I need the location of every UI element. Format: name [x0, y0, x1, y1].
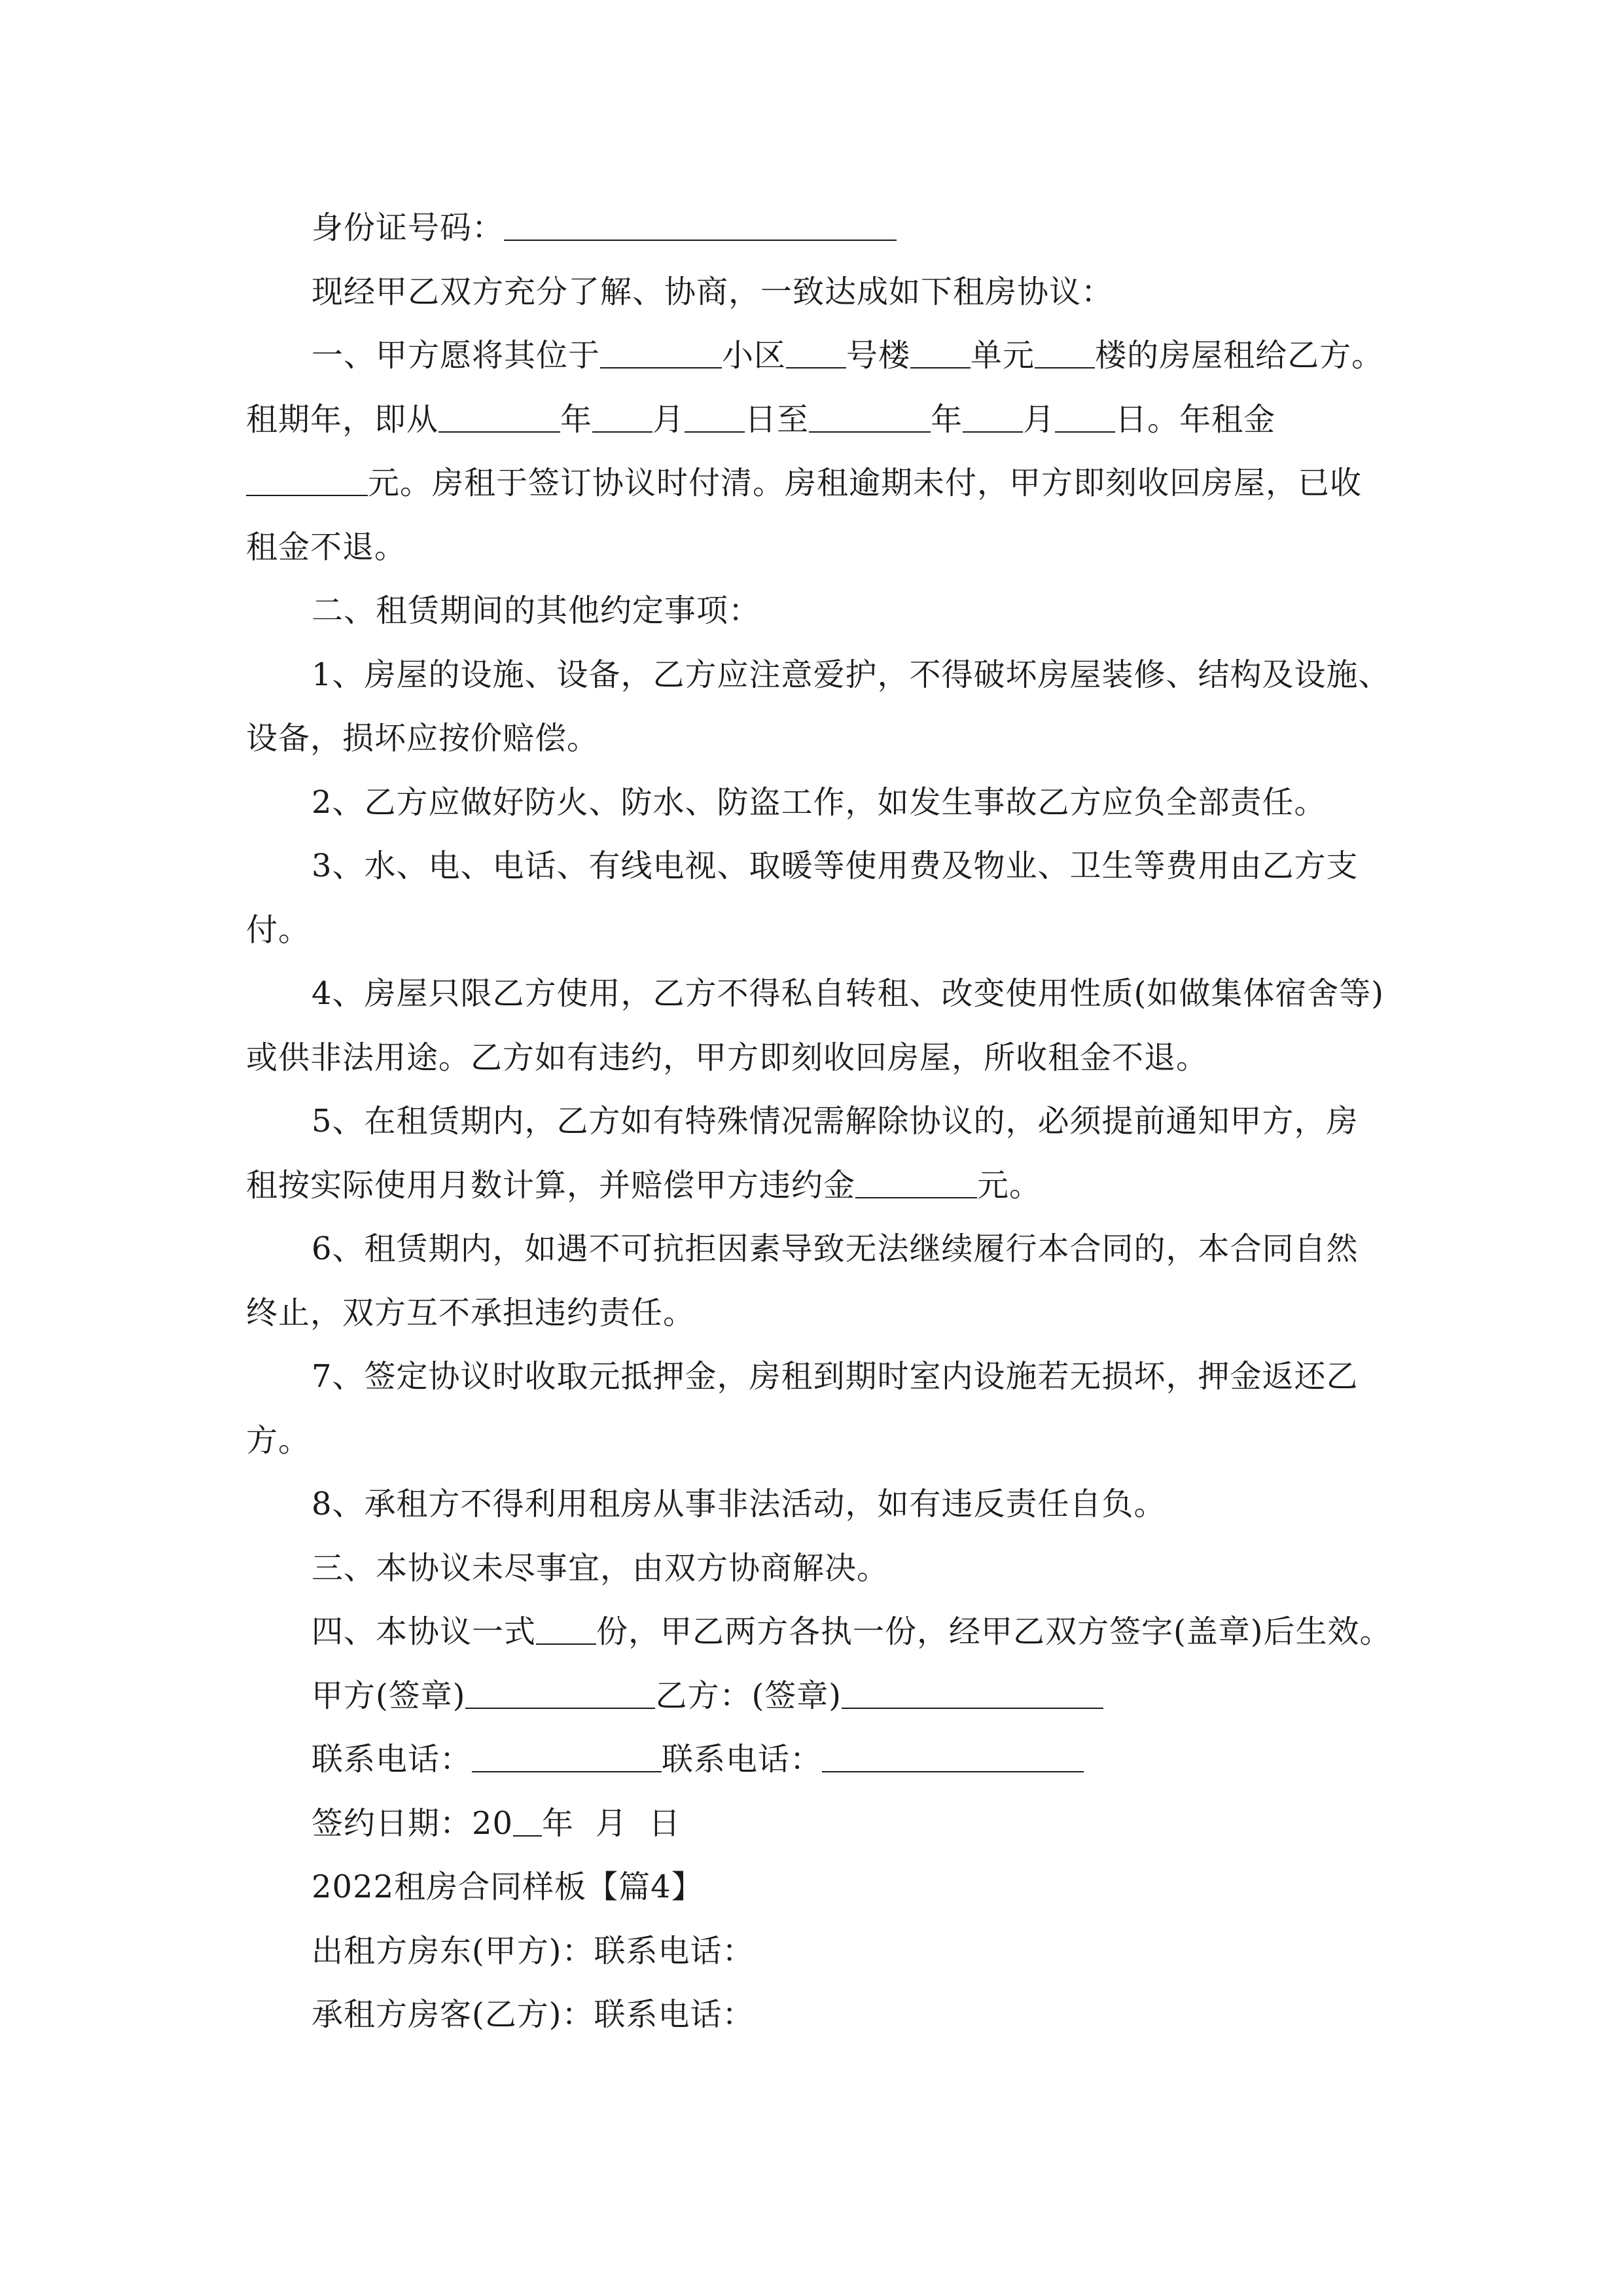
blank	[592, 405, 652, 433]
blank	[786, 341, 846, 368]
text: 6、租赁期内，如遇不可抗拒因素导致无法继续履行本合同的，本合同自然	[312, 1230, 1359, 1267]
section-title	[246, 1856, 1378, 1920]
party-b-signature-blank	[842, 1681, 1103, 1709]
text: 8、承租方不得利用租房从事非法活动，如有违反责任自负。	[312, 1486, 1166, 1522]
party-a-phone-label: 联系电话：	[312, 1741, 473, 1778]
section-title-text: 2022租房合同样板【篇4】	[312, 1869, 704, 1905]
text: 租期年，即从	[246, 401, 439, 438]
item-4-line-1	[246, 962, 1384, 1026]
text: 月	[652, 401, 685, 438]
agreement-intro	[246, 260, 1378, 325]
item-8	[246, 1473, 1378, 1537]
text: 一、甲方愿将其位于	[312, 337, 601, 374]
text: 元。	[977, 1166, 1042, 1204]
text: 3、水、电、电话、有线电视、取暖等使用费及物业、卫生等费用由乙方支	[312, 848, 1359, 884]
party-a-signature-blank	[465, 1681, 655, 1709]
item-3-line-1	[246, 834, 1378, 899]
text: 号楼	[846, 337, 911, 374]
signing-date-label: 签约日期：20	[312, 1804, 514, 1842]
id-number-line	[246, 196, 1378, 260]
blank	[600, 341, 722, 368]
item-4-line-2	[246, 1026, 1378, 1090]
text: 小区	[722, 337, 787, 374]
item-1-line-1	[246, 643, 1391, 708]
party-a-phone-blank	[472, 1745, 662, 1772]
item-6-line-2	[246, 1282, 1378, 1346]
item-1-line-2	[246, 707, 1378, 771]
document-body	[246, 196, 1392, 2047]
blank	[1035, 341, 1095, 368]
text: 或供非法用途。乙方如有违约，甲方即刻收回房屋，所收租金不退。	[246, 1039, 1209, 1076]
text: 设备，损坏应按价赔偿。	[246, 720, 599, 757]
id-number-blank	[504, 213, 897, 241]
signature-line	[246, 1664, 1378, 1729]
landlord-line	[246, 1920, 1378, 1984]
item-5-line-1	[246, 1090, 1378, 1154]
text: 2、乙方应做好防火、防水、防盗工作，如发生事故乙方应负全部责任。	[312, 783, 1327, 821]
blank	[685, 405, 745, 433]
phone-line	[246, 1728, 1378, 1792]
text: 日。年租金	[1115, 401, 1276, 438]
signing-date-rest: 年 月 日	[542, 1804, 681, 1842]
party-b-signature-label: 乙方：(签章)	[655, 1677, 842, 1714]
item-5-line-2	[246, 1154, 1378, 1218]
text: 元。房租于签订协议时付清。房租逾期未付，甲方即刻收回房屋，已收	[368, 465, 1363, 501]
blank	[513, 1809, 542, 1837]
text: 年	[931, 401, 963, 438]
text: 份，甲乙两方各执一份，经甲乙双方签字(盖章)后生效。	[596, 1613, 1392, 1650]
item-7-line-1	[246, 1345, 1378, 1409]
id-number-label: 身份证号码：	[312, 209, 505, 246]
item-3-line-2	[246, 899, 1378, 963]
text: 日至	[745, 401, 810, 438]
item-6-line-1	[246, 1217, 1378, 1282]
text: 年	[560, 401, 593, 438]
clause-1-line-3	[246, 452, 1378, 516]
blank	[855, 1171, 977, 1198]
text: 终止，双方互不承担违约责任。	[246, 1294, 696, 1331]
clause-3	[246, 1537, 1378, 1601]
tenant-line	[246, 1983, 1378, 2047]
text: 月	[1023, 401, 1056, 438]
signing-date-line	[246, 1792, 1378, 1856]
text: 1、房屋的设施、设备，乙方应注意爱护，不得破坏房屋装修、结构及设施、	[312, 656, 1391, 693]
blank	[536, 1617, 596, 1645]
text: 四、本协议一式	[312, 1613, 537, 1650]
clause-1-line-1	[246, 324, 1384, 388]
party-b-phone-blank	[822, 1745, 1084, 1772]
text: 5、在租赁期内，乙方如有特殊情况需解除协议的，必须提前通知甲方，房	[312, 1103, 1359, 1139]
blank	[809, 405, 931, 433]
clause-1-line-2	[246, 388, 1378, 452]
agreement-intro-text: 现经甲乙双方充分了解、协商，一致达成如下租房协议：	[312, 273, 1114, 310]
blank	[963, 405, 1023, 433]
text: 出租方房东(甲方)：联系电话：	[312, 1932, 755, 1969]
blank	[246, 469, 368, 496]
text: 租金不退。	[246, 528, 407, 565]
text: 付。	[246, 911, 311, 948]
text: 三、本协议未尽事宜，由双方协商解决。	[312, 1549, 889, 1587]
text: 方。	[246, 1422, 311, 1459]
item-7-line-2	[246, 1409, 1378, 1473]
text: 单元	[971, 337, 1035, 374]
text: 二、租赁期间的其他约定事项：	[312, 592, 761, 629]
party-a-signature-label: 甲方(签章)	[312, 1677, 466, 1714]
text: 租按实际使用月数计算，并赔偿甲方违约金	[246, 1166, 856, 1204]
clause-1-line-4	[246, 516, 1378, 580]
blank	[1055, 405, 1115, 433]
text: 承租方房客(乙方)：联系电话：	[312, 1996, 755, 2033]
text: 楼的房屋租给乙方。	[1095, 337, 1384, 374]
item-2	[246, 771, 1378, 835]
party-b-phone-label: 联系电话：	[662, 1741, 823, 1778]
clause-4	[246, 1600, 1392, 1664]
text: 4、房屋只限乙方使用，乙方不得私自转租、改变使用性质(如做集体宿舍等)	[312, 975, 1384, 1012]
blank	[438, 405, 560, 433]
clause-2-heading	[246, 579, 1378, 643]
text: 7、签定协议时收取元抵押金，房租到期时室内设施若无损坏，押金返还乙	[312, 1358, 1359, 1395]
blank	[910, 341, 971, 368]
